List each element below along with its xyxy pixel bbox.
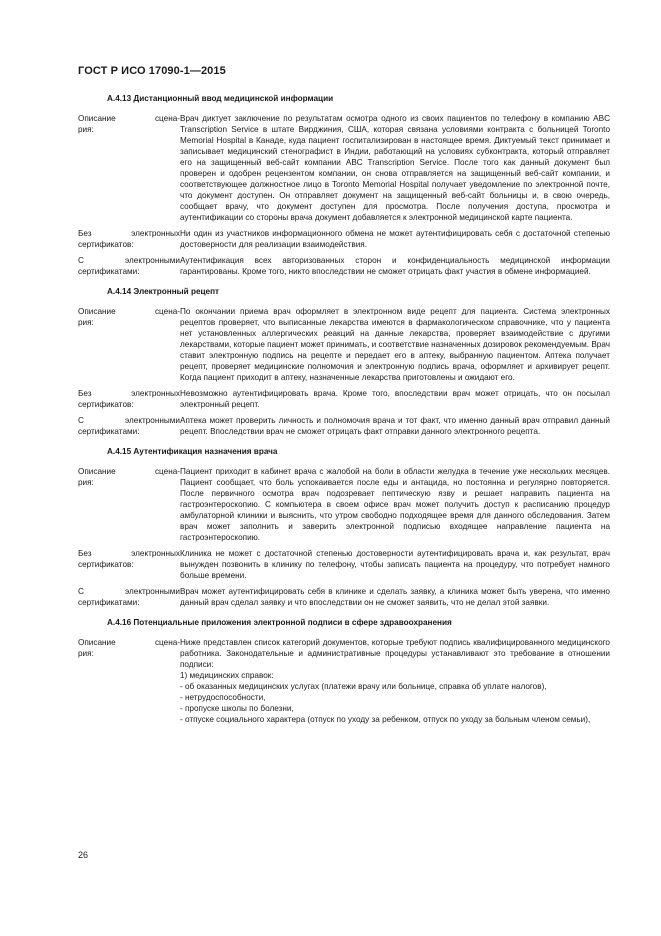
row-label (78, 586, 180, 608)
row-label (78, 228, 180, 250)
row-text (180, 586, 610, 608)
row-paragraph: Ниже представлен список категорий документов, которые требуют подпись квалифицированного медицинского работника. Законодательные и административные процедуры устанавливают это требование в отношении подписи: (180, 638, 610, 669)
row-label-line: Описание сцена- (78, 638, 180, 647)
row-label (78, 113, 180, 223)
scenario-row (78, 586, 610, 608)
list-item: - отпуске социального характера (отпуск по уходу за ребенком, отпуск по уходу за больным членом семьи), (180, 715, 591, 724)
scenario-row (78, 255, 610, 277)
list-item: 1) медицинских справок: (180, 671, 274, 680)
scenario-row (78, 637, 610, 725)
row-label-line: Описание сцена- (78, 307, 180, 316)
document-header: ГОСТ Р ИСО 17090-1—2015 (78, 65, 226, 77)
row-text (180, 466, 610, 543)
row-label-line: С электронными (78, 587, 180, 596)
row-paragraph: Врач может аутентифицировать себя в клинике и сделать заявку, а клиника может быть уверена, что именно данный врач сделал заявку и что впоследствии он не сможет заявить, что не делал этой заявки. (180, 587, 610, 607)
scenario-row (78, 228, 610, 250)
row-label (78, 388, 180, 410)
row-paragraph: Клиника не может с достаточной степенью достоверности аутентифицировать врача и, как результат, врач вынужден позвонить в клинику по телефону, чтобы записать пациента на процедуру, что потребует намного больше времени. (180, 549, 610, 580)
scenario-row (78, 466, 610, 543)
row-text (180, 388, 610, 410)
section-title: А.4.13 Дистанционный ввод медицинской информации (107, 94, 334, 103)
row-text (180, 306, 610, 383)
section-title: А.4.16 Потенциальные приложения электронной подписи в сфере здравоохранения (107, 618, 452, 627)
row-paragraph: Невозможно аутентифицировать врача. Кроме того, впоследствии врач может отрицать, что он посылал электронный рецепт. (180, 389, 610, 409)
row-text (180, 415, 610, 437)
scenario-row (78, 113, 610, 223)
row-label-line: Без электронных (78, 549, 180, 558)
section-title: А.4.15 Аутентификация назначения врача (107, 447, 278, 456)
row-paragraph: Врач диктует заключение по результатам осмотра одного из своих пациентов по телефону в компанию ABC Transcription Service в штате Вирджиния, США, которая связана условиями контракта с больницей Toronto Memorial Hospital в Канаде, куда пациент госпитализирован в настоящее время. Диктуемый текст принимает и записывает медицинский стенографист в Индии, работающий на условиях субконтракта, который отправляет его на защищенный веб-сайт компании ABC Transcription Service. После того как данный документ был проверен и одобрен рецензентом компании, он снова отправляется на защищенный веб-сайт компании, и соответствующее должностное лицо в Toronto Memorial Hospital получает уведомление по электронной почте, что документ доступен. Он отправляет документ на защищенный веб-сайт больницы и, в свою очередь, сообщает врачу, что документ доступен для просмотра. После получения доступа, просмотра и аутентификации со стороны врача документ добавляется к электронной медицинской карте пациента. (180, 114, 610, 222)
scenario-row (78, 415, 610, 437)
row-paragraph: Пациент приходит в кабинет врача с жалобой на боли в области желудка в течение уже нескольких месяцев. Пациент сообщает, что боль успокаивается после еды и антацида, но постоянна и регулярно повторяется. После первичного осмотра врач подозревает пептическую язву и решает направить пациента на гастроэнтероскопию. С компьютера в своем офисе врач может получить доступ к расписанию процедур амбулаторной клиники и выяснить, что утром свободно подходящее время для данного обследования. Затем врач может заполнить и заверить электронной подписью входящее направление пациента на гастроэнтероскопию. (180, 467, 610, 542)
row-paragraph: Аутентификация всех авторизованных сторон и конфиденциальность медицинской информации гарантированы. Кроме того, никто впоследствии не сможет отрицать факт участия в обмене информацией. (180, 256, 610, 276)
list-item: - нетрудоспособности, (180, 693, 266, 702)
row-label (78, 466, 180, 543)
row-label-line: Описание сцена- (78, 467, 180, 476)
row-label-line: С электронными (78, 256, 180, 265)
row-paragraph: Ни один из участников информационного обмена не может аутентифицировать себя с достаточной степенью достоверности для реализации взаимодействия. (180, 229, 610, 249)
row-label-line: Без электронных (78, 229, 180, 238)
row-label-line: рия: (78, 649, 94, 658)
row-paragraph: Аптека может проверить личность и полномочия врача и тот факт, что именно данный врач отправил данный рецепт. Впоследствии врач не сможет отрицать факт отправки данного электронного рецепта. (180, 416, 610, 436)
section (78, 93, 610, 277)
scenario-row (78, 388, 610, 410)
row-label-line: рия: (78, 318, 94, 327)
row-text (180, 228, 610, 250)
row-text (180, 637, 610, 725)
row-text (180, 548, 610, 581)
list-item: - об оказанных медицинских услугах (платежи врачу или больнице, справка об уплате налогов), (180, 682, 547, 691)
row-label-line: С электронными (78, 416, 180, 425)
row-label-line: Описание сцена- (78, 114, 180, 123)
section (78, 286, 610, 437)
row-label (78, 306, 180, 383)
row-text (180, 255, 610, 277)
section (78, 446, 610, 608)
row-label-line: рия: (78, 478, 94, 487)
row-label-line: сертификатами: (78, 427, 140, 436)
row-label-line: сертификатов: (78, 240, 134, 249)
row-label-line: сертификатами: (78, 598, 140, 607)
row-label-line: рия: (78, 125, 94, 134)
sections-container (78, 93, 610, 734)
row-label-line: сертификатов: (78, 560, 134, 569)
scenario-row (78, 306, 610, 383)
row-label-line: Без электронных (78, 389, 180, 398)
row-text (180, 113, 610, 223)
row-label (78, 548, 180, 581)
row-paragraph: По окончании приема врач оформляет в электронном виде рецепт для пациента. Система электронных рецептов проверяет, что выписанные лекарства имеются в фармакологическом справочнике, что у пациента нет установленных аллергических реакций на данные лекарства, проверяет взаимодействие с другими лекарствами, которые пациент может принимать, и соответствие назначенных дозировок рекомендуемым. Врач ставит электронную подпись на рецепте и передает его в аптеку, выбранную пациентом. Аптека получает рецепт, проверяет медицинские полномочия и электронную подпись врача, оформляет и архивирует рецепт. Когда пациент приходит в аптеку, назначенные лекарства приготовлены и ожидают его. (180, 307, 610, 382)
row-label (78, 637, 180, 725)
row-label-line: сертификатов: (78, 400, 134, 409)
section-title: А.4.14 Электронный рецепт (107, 287, 220, 296)
page-number: 26 (78, 850, 89, 860)
row-label-line: сертификатами: (78, 267, 140, 276)
row-label (78, 255, 180, 277)
list-item: - пропуске школы по болезни, (180, 704, 294, 713)
scenario-row (78, 548, 610, 581)
section (78, 617, 610, 725)
row-label (78, 415, 180, 437)
